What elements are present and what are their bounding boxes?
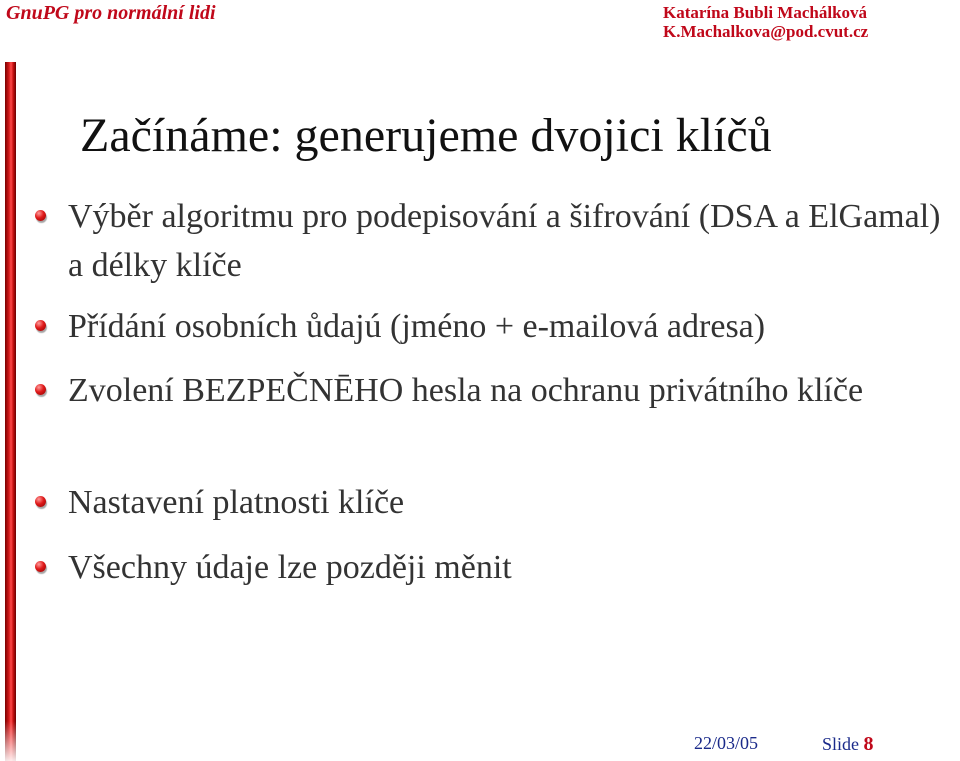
slide-number: 8 [863,733,874,755]
bullet-item [68,192,958,290]
bullet-item [68,366,958,415]
author-name: Katarína Bubli Machálková [663,3,868,22]
bullet-dot-icon [35,320,46,331]
bullet-item [68,302,958,351]
slide-title: Začínáme: generujeme dvojici klíčů [80,109,772,162]
bullet-text: Výběr algoritmu pro podepisování a šifrování (DSA a ElGamal) a délky klíče [68,198,941,284]
footer-date: 22/03/05 [694,733,759,753]
bullet-dot-icon [35,210,46,221]
bullet-dot-icon [35,384,46,395]
bullet-text: Nastavení platnosti klíče [68,484,405,521]
bullet-text: Přídání osobních ůdajú (jméno + e-mailová adresa) [68,308,766,345]
bullet-item [68,543,958,592]
bullet-dot-icon [35,561,46,572]
bullet-text: Všechny údaje lze později měnit [68,549,512,586]
slide-label: Slide [822,734,860,754]
bullet-item [68,478,958,527]
bullet-text: Zvolení BEZPEČNĒHO hesla na ochranu privátního klíče [68,372,864,409]
footer-slide-number [822,733,874,756]
presentation-title: GnuPG pro normální lidi [6,2,216,24]
author-email: K.Machalkova@pod.cvut.cz [663,22,869,41]
bullet-dot-icon [35,496,46,507]
